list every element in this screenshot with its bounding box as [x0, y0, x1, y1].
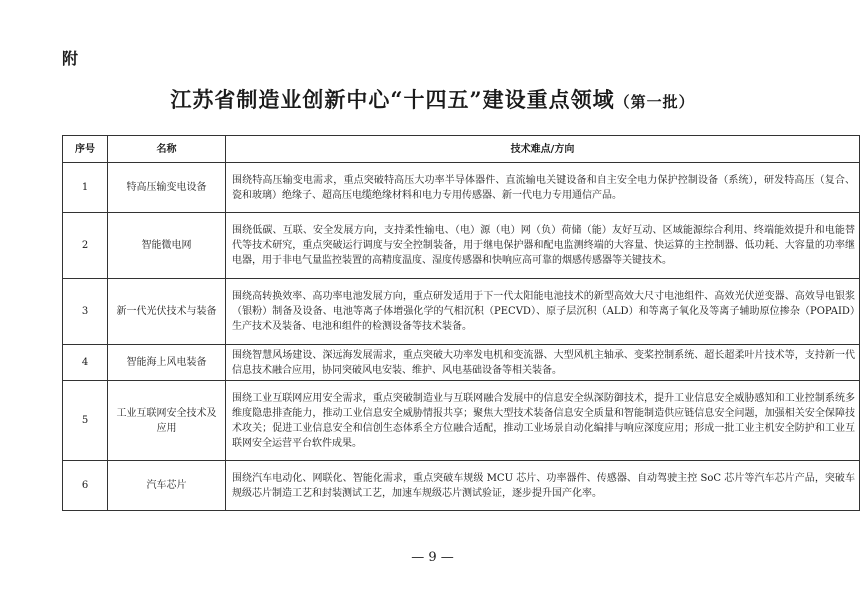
row-name: 特高压输变电设备: [108, 163, 226, 213]
document-title: [0, 84, 865, 114]
row-description: 围绕高转换效率、高功率电池发展方向，重点研发适用于下一代太阳能电池技术的新型高效大尺寸电池组件、高效光伏逆变器、高效导电银浆（银粉）制备及设备、电池等离子体增强化学的气相沉积（PECVD）、原子层沉积（ALD）和等离子氧化及等离子辅助原位掺杂（POPAID）生产技术及装备、电池和组件的检测设备等技术装备。: [226, 279, 860, 345]
row-name: 汽车芯片: [108, 461, 226, 511]
row-name: 智能微电网: [108, 213, 226, 279]
header-name: 名称: [108, 136, 226, 163]
header-number: 序号: [63, 136, 108, 163]
row-number: 5: [63, 381, 108, 461]
row-number: 3: [63, 279, 108, 345]
row-description: 围绕低碳、互联、安全发展方向，支持柔性输电、（电）源（电）网（负）荷储（能）友好互动、区域能源综合利用、终端能效提升和电能替代等技术研究，重点突破运行调度与安全控制装备，用于继电保护器和配电监测终端的大容量、快运算的主控制器、低功耗、大容量的功率继电器，用于非电气量监控装置的高精度温度、湿度传感器和快响应高可靠的烟感传感器等关键技术。: [226, 213, 860, 279]
table-row: [63, 345, 860, 381]
row-description: 围绕特高压输变电需求，重点突破特高压大功率半导体器件、直流输电关键设备和自主安全电力保护控制设备（系统），研发特高压（复合、瓷和玻璃）绝缘子、超高压电缆绝缘材料和电力专用传感器、新一代电力专用通信产品。: [226, 163, 860, 213]
row-name: 工业互联网安全技术及应用: [108, 381, 226, 461]
key-areas-table: [62, 135, 860, 511]
row-number: 2: [63, 213, 108, 279]
row-number: 4: [63, 345, 108, 381]
row-number: 6: [63, 461, 108, 511]
table-header-row: [63, 136, 860, 163]
table-row: [63, 213, 860, 279]
table-row: [63, 381, 860, 461]
header-direction: 技术难点/方向: [226, 136, 860, 163]
table-row: [63, 279, 860, 345]
row-name: 智能海上风电装备: [108, 345, 226, 381]
title-main: 江苏省制造业创新中心“十四五”建设重点领域: [170, 87, 615, 112]
row-description: 围绕工业互联网应用安全需求，重点突破制造业与互联网融合发展中的信息安全纵深防御技术，提升工业信息安全威胁感知和工业控制系统多维度隐患排查能力，推动工业信息安全威胁情报共享；聚焦大型技术装备信息安全质量和智能制造供应链信息安全问题，加强相关安全保障技术攻关；促进工业信息安全和信创生态体系全方位融合适配，推动工业场景自动化编排与响应深度应用；形成一批工业主机安全防护和工业互联网安全运营平台软件成果。: [226, 381, 860, 461]
row-number: 1: [63, 163, 108, 213]
annex-label: 附: [62, 49, 79, 68]
row-description: 围绕汽车电动化、网联化、智能化需求，重点突破车规级 MCU 芯片、功率器件、传感器、自动驾驶主控 SoC 芯片等汽车芯片产品，突破车规级芯片制造工艺和封装测试工艺，加速车规级芯片测试验证，逐步提升国产化率。: [226, 461, 860, 511]
table-row: [63, 163, 860, 213]
table-row: [63, 461, 860, 511]
row-description: 围绕智慧风场建设、深远海发展需求，重点突破大功率发电机和变流器、大型风机主轴承、变桨控制系统、超长超柔叶片技术等，支持新一代信息技术融合应用，协同突破风电安装、维护、风电基础设备等相关装备。: [226, 345, 860, 381]
page-number: — 9 —: [411, 550, 454, 565]
row-name: 新一代光伏技术与装备: [108, 279, 226, 345]
title-batch: （第一批）: [614, 93, 695, 111]
